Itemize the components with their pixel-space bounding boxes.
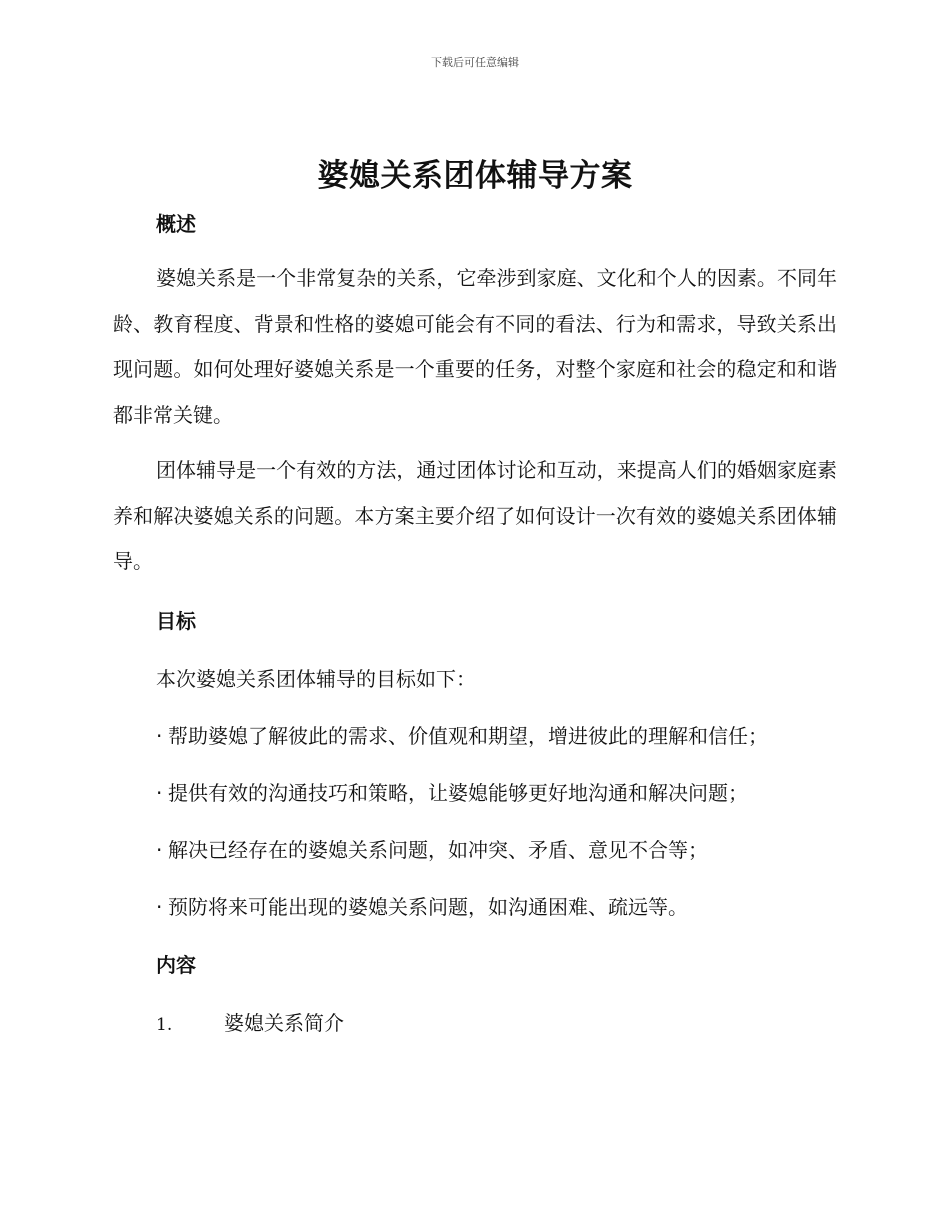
goal-item-3: [156, 834, 708, 863]
overview-paragraph-1: 婆媳关系是一个非常复杂的关系，它牵涉到家庭、文化和个人的因素。不同年龄、教育程度、背景和性格的婆媳可能会有不同的看法、行为和需求，导致关系出现问题。如何处理好婆媳关系是一个重要的任务，对整个家庭和社会的稳定和和谐都非常关键。: [113, 266, 837, 427]
goal-item-1: [156, 720, 768, 749]
document-title: 婆媳关系团体辅导方案: [317, 158, 633, 194]
goal-item-text: 帮助婆媳了解彼此的需求、价值观和期望，增进彼此的理解和信任；: [168, 724, 768, 748]
content-item-number: 1.: [156, 1015, 173, 1035]
bullet-icon: ·: [156, 838, 163, 862]
header-note: 下载后可任意编辑: [431, 56, 519, 69]
goal-item-2: [156, 777, 748, 806]
goal-item-text: 预防将来可能出现的婆媳关系问题，如沟通困难、疏远等。: [168, 895, 688, 919]
content-item-text: 婆媳关系简介: [224, 1011, 344, 1035]
overview-paragraph-2: 团体辅导是一个有效的方法，通过团体讨论和互动，来提高人们的婚姻家庭素养和解决婆媳关系的问题。本方案主要介绍了如何设计一次有效的婆媳关系团体辅导。: [113, 458, 837, 573]
goal-item-text: 解决已经存在的婆媳关系问题，如冲突、矛盾、意见不合等；: [168, 838, 708, 862]
bullet-icon: ·: [156, 895, 163, 919]
section-heading-content: 内容: [156, 953, 196, 977]
goal-item-4: [156, 891, 688, 920]
section-heading-overview: 概述: [156, 212, 196, 236]
goals-intro: 本次婆媳关系团体辅导的目标如下：: [156, 667, 476, 691]
goal-item-text: 提供有效的沟通技巧和策略，让婆媳能够更好地沟通和解决问题；: [168, 781, 748, 805]
content-item-1: [156, 1007, 344, 1036]
section-heading-goals: 目标: [156, 609, 196, 633]
bullet-icon: ·: [156, 724, 163, 748]
bullet-icon: ·: [156, 781, 163, 805]
